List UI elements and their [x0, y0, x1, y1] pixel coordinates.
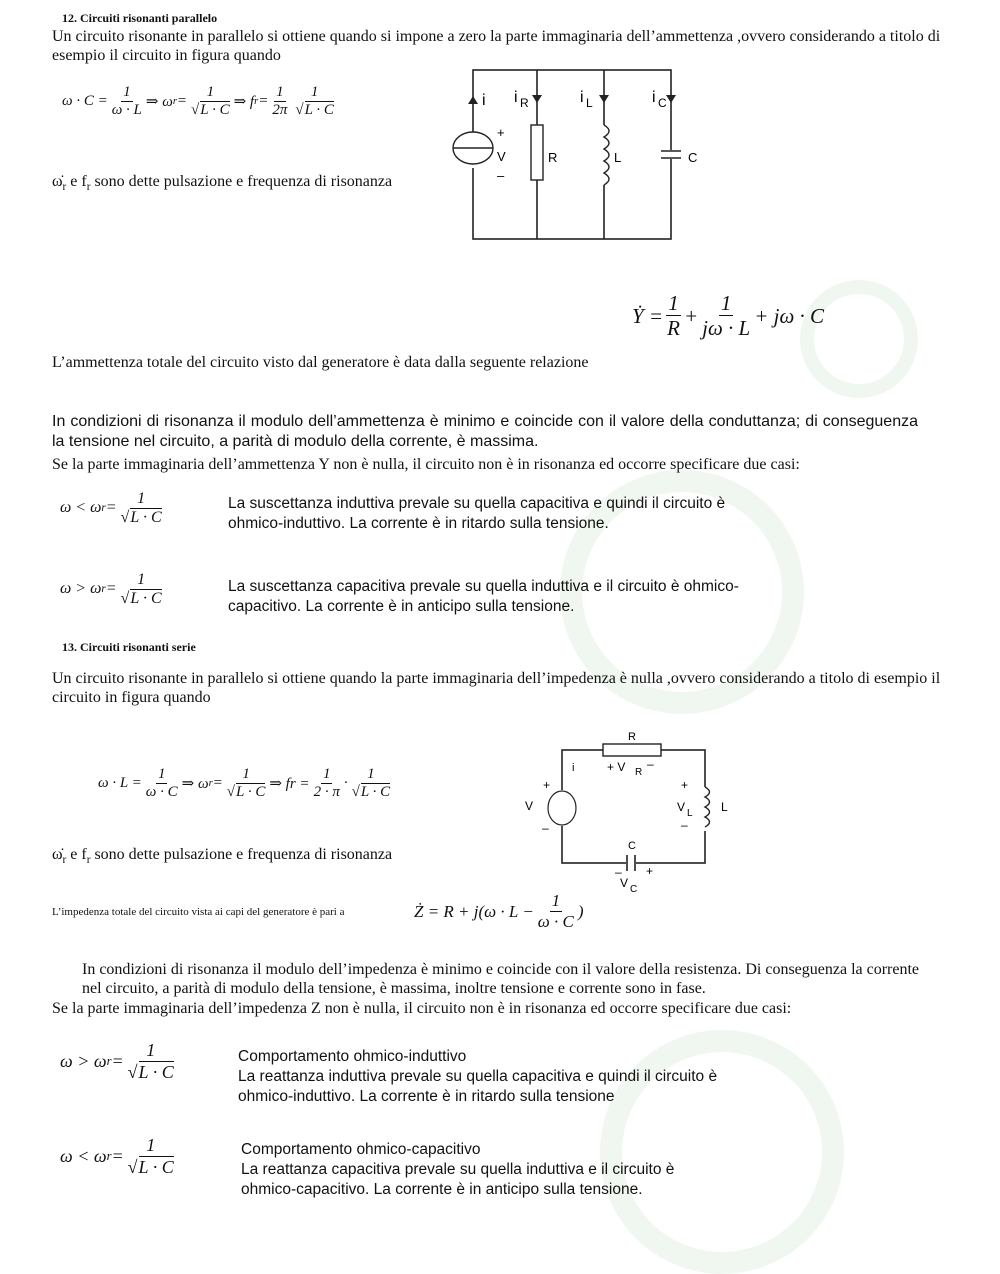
label-C: C — [688, 150, 698, 165]
label-R: R — [548, 150, 558, 165]
section-13-intro: Un circuito risonante in parallelo si ottiene quando la parte immaginaria dell’impedenza è nulla ,ovvero considerando a titolo di esempio il circuito in figura quando — [52, 670, 941, 706]
case2-text-parallel: La suscettanza capacitiva prevale su quella induttiva e il circuito è ohmico-capacitivo. La corrente è in anticipo sulla tensione. — [228, 578, 739, 615]
label-L: L — [721, 800, 728, 814]
resistor-symbol — [603, 744, 661, 756]
label-VR: + V — [607, 760, 626, 774]
label-plus: + — [543, 778, 551, 792]
admittance-formula: Ẏ = $\frac{1}{R}$ + $\frac{1}{j\omega \cdot L}$ + jω · C — [632, 291, 825, 341]
label-VC: V — [620, 876, 629, 890]
label-V: V — [497, 149, 506, 164]
current-arrow-down — [666, 95, 676, 103]
resonance-paragraph-series: In condizioni di risonanza il modulo dell’impedenza è minimo e coincide con il valore della resistenza. Di conseguenza la corrente nel circuito, a parità di modulo della tensione, è massima, inoltre tensione e corrente sono in fase. — [82, 961, 920, 997]
section-12-intro: Un circuito risonante in parallelo si ottiene quando si impone a zero la parte immaginaria dell’ammettenza ,ovvero considerando a titolo di esempio il circuito in figura quando — [52, 28, 941, 64]
label-iC: i — [652, 89, 656, 106]
label-C: C — [628, 840, 636, 852]
label-iC-sub: C — [658, 96, 667, 110]
current-arrow-up — [468, 96, 478, 104]
section-12-heading: 12. Circuiti risonanti parallelo — [62, 11, 218, 25]
label-L: L — [614, 150, 622, 165]
nonzero-impedance-text: Se la parte immaginaria dell’impedenza Z non è nulla, il circuito non è in risonanza ed occorre specificare due casi: — [52, 1000, 792, 1017]
inductor-symbol — [699, 787, 713, 831]
label-iL-sub: L — [586, 96, 593, 110]
label-VL-sub: L — [687, 808, 693, 819]
resonance-note-series: $\omegȧ_r$ e $f_r$ sono dette pulsazione e frequenza di risonanza — [52, 846, 393, 866]
label-R: R — [628, 731, 636, 743]
label-minus: – — [542, 821, 549, 835]
label-VL: V — [677, 800, 686, 814]
case2-title-series: Comportamento ohmico-capacitivo — [241, 1141, 481, 1158]
case1-formula-series: ω > ω r = $\frac{1}{√L \cdot C}$ — [60, 1040, 174, 1082]
label-V: V — [525, 799, 534, 813]
label-i: i — [572, 762, 575, 774]
label-plus: + — [497, 125, 505, 140]
label-VC-sub: C — [630, 884, 638, 895]
voltage-source-symbol — [548, 790, 576, 826]
admittance-text: L’ammettenza totale del circuito visto dal generatore è data dalla seguente relazione — [52, 354, 589, 371]
case1-title-series: Comportamento ohmico-induttivo — [238, 1048, 467, 1065]
case2-text-series: La reattanza capacitiva prevale su quella induttiva e il circuito è ohmico-capacitivo. La corrente è in anticipo sulla tensione. — [241, 1161, 675, 1198]
inductor-symbol — [598, 125, 610, 185]
section-13-heading: 13. Circuiti risonanti serie — [62, 640, 196, 654]
impedance-text: L’impedenza totale del circuito vista ai capi del generatore è pari a — [52, 906, 345, 918]
label-plus: + — [646, 864, 654, 878]
case1-text-parallel: La suscettanza induttiva prevale su quella capacitiva e quindi il circuito è ohmico-induttivo. La corrente è in ritardo sulla tensione. — [228, 495, 726, 532]
label-iR-sub: R — [520, 96, 529, 110]
series-circuit-diagram — [515, 725, 755, 895]
label-VR-minus: – — [647, 757, 654, 771]
label-minus: – — [615, 865, 622, 879]
label-VR-sub: R — [635, 767, 643, 778]
voltage-source-symbol — [453, 132, 493, 168]
resonance-note-parallel: $\omegȧ_r$ e $f_r$ sono dette pulsazione e frequenza di risonanza — [52, 173, 393, 193]
case1-text-series: La reattanza induttiva prevale su quella capacitiva e quindi il circuito è ohmico-induttivo. La corrente è in ritardo sulla tensione — [238, 1068, 718, 1105]
case1-formula-parallel: ω < ω r = $\frac{1}{√L \cdot C}$ — [60, 490, 162, 526]
capacitor-symbol — [660, 150, 684, 159]
resonance-paragraph-parallel: In condizioni di risonanza il modulo dell’ammettenza è minimo e coincide con il valore della conduttanza; di conseguenza la tensione nel circuito, a parità di modulo della corrente, è massima. — [52, 413, 918, 450]
current-arrow-down — [532, 95, 542, 103]
case2-formula-parallel: ω > ω r = $\frac{1}{√L \cdot C}$ — [60, 571, 162, 607]
label-iR: i — [514, 89, 518, 106]
impedance-formula: Ż = R + j(ω · L − $\frac{1}{\omega \cdot C}$ ) — [414, 891, 584, 931]
resonance-formula-parallel: ω · C = $\frac{1}{\omega \cdot L}$ ⇒ ω r = $\frac{1}{√L \cdot C}$ ⇒ f r = $\frac{1}{2\pi}$ $\frac{1}{√L \cdot C}$ — [62, 84, 334, 118]
nonzero-admittance-text: Se la parte immaginaria dell’ammettenza Y non è nulla, il circuito non è in risonanza ed occorre specificare due casi: — [52, 456, 800, 473]
label-minus: – — [681, 818, 688, 832]
resonance-formula-series: ω · L = $\frac{1}{\omega \cdot C}$ ⇒ ω r = $\frac{1}{√L \cdot C}$ ⇒ fr = $\frac{1}{2 \cdot \pi}$ · $\frac{1}{√L \cdot C}$ — [98, 766, 391, 800]
label-plus: + — [681, 778, 689, 792]
parallel-circuit-diagram — [440, 60, 700, 250]
case2-formula-series: ω < ω r = $\frac{1}{√L \cdot C}$ — [60, 1135, 174, 1177]
label-minus: – — [497, 168, 505, 183]
label-i: i — [482, 92, 486, 109]
capacitor-symbol — [626, 855, 636, 871]
label-iL: i — [580, 89, 584, 106]
current-arrow-down — [599, 95, 609, 103]
resistor-symbol — [531, 125, 543, 180]
